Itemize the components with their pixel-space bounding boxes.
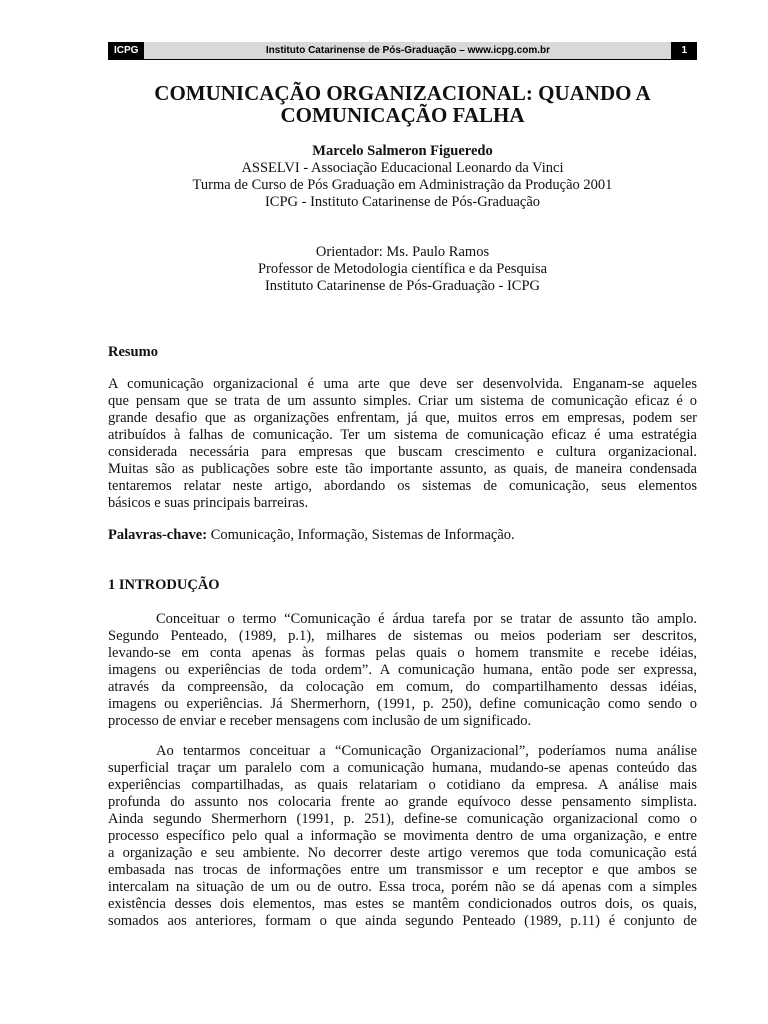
text-line: que pensam que se trata de um assunto simples. Criar um sistema de comunicação eficaz é o [108,393,697,409]
advisor-name: Orientador: Ms. Paulo Ramos [315,244,490,260]
text-line: através da compreensão, da colocação em comum, do compartilhamento dessas idéias, [108,679,697,695]
author-affiliation-2: Turma de Curso de Pós Graduação em Administração da Produção 2001 [192,177,613,193]
text-line: considerada necessária para empresas que buscam crescimento e cultura organizacional. [108,444,697,460]
text-line: A comunicação organizacional é uma arte que deve ser desenvolvida. Enganam-se aqueles [108,376,697,392]
advisor-institution: Instituto Catarinense de Pós-Graduação - ICPG [264,278,541,294]
advisor-role: Professor de Metodologia científica e da Pesquisa [257,261,548,277]
text-line: somados aos anteriores, formam o que ainda segundo Penteado (1989, p.11) é conjunto de [108,913,697,929]
author-name: Marcelo Salmeron Figueredo [312,143,493,159]
header-institution: Instituto Catarinense de Pós-Graduação – www.icpg.com.br [265,45,551,56]
running-header [108,42,697,60]
intro-paragraph-1 [108,611,697,730]
title-line-2: COMUNICAÇÃO FALHA [280,103,525,127]
text-line: processo específico pelo qual a informação se movimenta dentro de uma organização, e entre [108,828,697,844]
keywords-text: Comunicação, Informação, Sistemas de Informação. [207,527,515,543]
paper-title [108,82,697,126]
intro-paragraph-2 [108,743,697,930]
text-line: levando-se em conta apenas às formas pelas quais o homem transmite e recebe idéias, [108,645,697,661]
text-line: embasada nas trocas de informações entre um transmissor e um receptor e que ambos se [108,862,697,878]
text-line: básicos e suas principais barreiras. [108,495,309,511]
text-line: profunda do assunto nos colocaria frente ao grande equívoco desse pensamento simplista. [108,794,697,810]
text-line: imagens ou experiências. Já Shermerhorn, (1991, p. 250), define comunicação como sendo o [108,696,697,712]
text-line: existência desses dois elementos, mas estes se mantêm condicionados outros dois, os quais, [108,896,697,912]
text-line: imagens ou experiências de toda ordem”. A comunicação humana, então pode ser expressa, [108,662,697,678]
text-line: Ainda segundo Shermerhorn (1991, p. 251), define-se comunicação organizacional como o [108,811,697,827]
text-line: Muitas são as publicações sobre este tão importante assunto, as quais, de maneira condensada [108,461,697,477]
header-journal-tag: ICPG [108,42,144,59]
author-affiliation-1: ASSELVI - Associação Educacional Leonardo da Vinci [241,160,564,176]
abstract-heading: Resumo [108,344,158,360]
author-block [108,143,697,211]
keywords-line [108,527,697,544]
advisor-block [108,244,697,295]
text-line: grande desafio que as organizações enfrentam, já que, muitos erros em empresas, podem ser [108,410,697,426]
text-line: superficial traçar um paralelo com a comunicação humana, mudando-se apenas conteúdo das [108,760,697,776]
text-line: a organização e seu ambiente. No decorrer deste artigo veremos que toda comunicação está [108,845,697,861]
text-line: intercalam na situação de um ou de outro. Essa troca, porém não se dá apenas com a simples [108,879,697,895]
author-affiliation-3: ICPG - Instituto Catarinense de Pós-Graduação [264,194,541,210]
text-line: Segundo Penteado, (1989, p.1), milhares de sistemas ou meios poderiam ser descritos, [108,628,697,644]
intro-heading: 1 INTRODUÇÃO [108,577,220,593]
text-line: Conceituar o termo “Comunicação é árdua tarefa por se tratar de assunto tão amplo. [156,611,697,627]
text-line: atribuídos à falhas de comunicação. Ter um sistema de comunicação eficaz é uma estratégia [108,427,697,443]
text-line: experiências compartilhadas, as quais relatariam o cotidiano da empresa. A análise mais [108,777,697,793]
page-number: 1 [671,42,697,59]
keywords-label: Palavras-chave: [108,527,208,543]
text-line: processo de enviar e receber mensagens com inclusão de um significado. [108,713,532,729]
text-line: Ao tentarmos conceituar a “Comunicação Organizacional”, poderíamos numa análise [156,743,697,759]
title-line-1: COMUNICAÇÃO ORGANIZACIONAL: QUANDO A [154,81,651,105]
text-line: tentaremos relatar neste artigo, abordando os sistemas de comunicação, seus elementos [108,478,697,494]
abstract-paragraph [108,376,697,512]
